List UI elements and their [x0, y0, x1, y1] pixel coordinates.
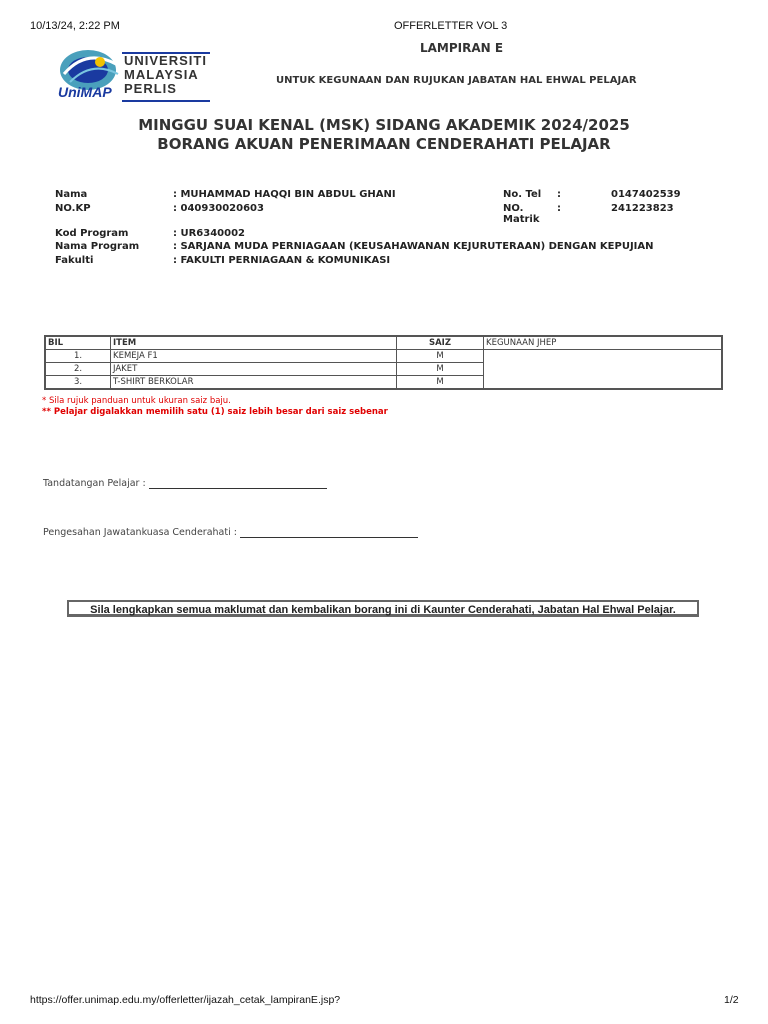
header-jhep: KEGUNAAN JHEP [484, 336, 723, 350]
print-timestamp: 10/13/24, 2:22 PM [30, 20, 120, 32]
kod-program-label: Kod Program [55, 228, 129, 239]
nama-program-value: : SARJANA MUDA PERNIAGAAN (KEUSAHAWANAN KEJURUTERAAN) DENGAN KEPUJIAN [173, 241, 654, 252]
unimap-logo [56, 44, 216, 106]
row-saiz: M [397, 350, 484, 363]
student-signature-label: Tandatangan Pelajar : [43, 478, 146, 489]
size-note-2: ** Pelajar digalakkan memilih satu (1) saiz lebih besar dari saiz sebenar [42, 407, 388, 417]
row-saiz: M [397, 363, 484, 376]
size-note-1: * Sila rujuk panduan untuk ukuran saiz baju. [42, 396, 231, 406]
row-item: JAKET [111, 363, 397, 376]
nokp-value: : 040930020603 [173, 203, 264, 214]
print-doc-title: OFFERLETTER VOL 3 [394, 20, 508, 32]
tel-value: 0147402539 [611, 189, 681, 200]
form-title-line1: MINGGU SUAI KENAL (MSK) SIDANG AKADEMIK 2024/2025 [138, 116, 630, 134]
committee-signature-label: Pengesahan Jawatankuasa Cenderahati : [43, 527, 237, 538]
print-page-number: 1/2 [724, 994, 739, 1006]
table-header-row [45, 336, 722, 350]
row-bil: 1. [45, 350, 111, 363]
header-bil: BIL [45, 336, 111, 350]
header-saiz: SAIZ [397, 336, 484, 350]
logo-line3: PERLIS [124, 81, 177, 96]
row-item: KEMEJA F1 [111, 350, 397, 363]
student-signature-row [43, 478, 327, 489]
committee-signature-line[interactable] [240, 527, 418, 538]
tel-label: No. Tel [503, 189, 542, 200]
committee-signature-row [43, 527, 418, 538]
form-title-line2: BORANG AKUAN PENERIMAAN CENDERAHATI PELAJAR [157, 135, 611, 153]
print-footer-url: https://offer.unimap.edu.my/offerletter/ijazah_cetak_lampiranE.jsp? [30, 994, 341, 1006]
fakulti-value: : FAKULTI PERNIAGAAN & KOMUNIKASI [173, 255, 391, 266]
kod-program-value: : UR6340002 [173, 228, 246, 239]
matrik-label-1: NO. [503, 203, 524, 214]
matrik-label-2: Matrik [503, 214, 540, 225]
row-bil: 3. [45, 376, 111, 390]
row-bil: 2. [45, 363, 111, 376]
table-row [45, 350, 722, 363]
logo-line1: UNIVERSITI [124, 53, 207, 68]
return-notice-box: Sila lengkapkan semua maklumat dan kembalikan borang ini di Kaunter Cenderahati, Jabatan Hal Ehwal Pelajar. [67, 600, 699, 617]
logo-brand: UniMAP [58, 84, 112, 100]
row-item: T-SHIRT BERKOLAR [111, 376, 397, 390]
form-subtitle: UNTUK KEGUNAAN DAN RUJUKAN JABATAN HAL EHWAL PELAJAR [276, 75, 637, 86]
nama-label: Nama [55, 189, 88, 200]
row-saiz: M [397, 376, 484, 390]
header-item: ITEM [111, 336, 397, 350]
student-signature-line[interactable] [149, 478, 327, 489]
lampiran-label: LAMPIRAN E [420, 41, 504, 55]
matrik-value: 241223823 [611, 203, 674, 214]
matrik-colon: : [557, 203, 561, 214]
items-table [44, 335, 723, 390]
jhep-cell [484, 350, 723, 390]
nama-value: : MUHAMMAD HAQQI BIN ABDUL GHANI [173, 189, 396, 200]
logo-line2: MALAYSIA [124, 67, 199, 82]
nama-program-label: Nama Program [55, 241, 140, 252]
tel-colon: : [557, 189, 561, 200]
fakulti-label: Fakulti [55, 255, 94, 266]
nokp-label: NO.KP [55, 203, 91, 214]
